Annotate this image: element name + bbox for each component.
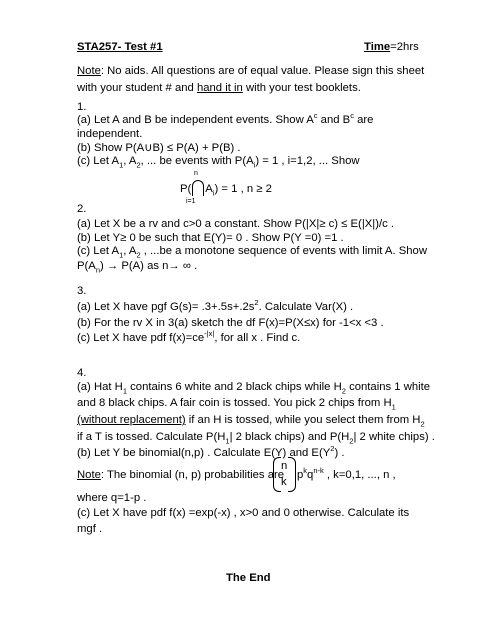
q2-number: 2. xyxy=(77,203,87,215)
q4-c-line-2: mgf . xyxy=(77,523,103,535)
the-end: The End xyxy=(226,572,271,584)
q4-note: Note: The binomial (n, p) probabilities are xyxy=(77,469,285,481)
q1-a-line-2: independent. xyxy=(77,128,143,140)
q1-number: 1. xyxy=(77,101,87,113)
right-paren-icon xyxy=(288,457,296,492)
q3-b: (b) For the rv X in 3(a) sketch the df F(x)=P(X≤x) for -1<x <3 . xyxy=(77,317,384,329)
q4-c-line-1: (c) Let X have pdf f(x) =exp(-x) , x>0 and 0 otherwise. Calculate its xyxy=(77,507,410,519)
intersection-icon xyxy=(192,180,204,196)
q3-c: (c) Let X have pdf $f(x)=ce^{-|x|}$, for all x . Find c. xyxy=(77,329,301,344)
q4-number: 4. xyxy=(77,367,87,379)
q3-a: (a) Let X have pgf $G(s)= .3+.5s+.2s^2$. Calculate Var(X) . xyxy=(77,298,354,313)
note-line-2: with your student # and hand it in with your test booklets. xyxy=(77,82,361,94)
q4-where: where q=1-p . xyxy=(77,492,147,504)
q1-formula-upper-limit: n xyxy=(194,170,198,177)
q4-a-line-1: (a) Hat $H_1$ contains 6 white and 2 black chips while $H_2$ contains 1 white xyxy=(77,381,431,396)
q4-a-line-4: if a T is tossed. Calculate $P(H_1|$ 2 black chips) and $P(H_2|$ 2 white chips) . xyxy=(77,431,435,446)
q1-a-line-1: (a) Let A and B be independent events. Show $A^c$ and $B^c$ are xyxy=(77,111,374,126)
q1-formula-lower-limit: i=1 xyxy=(186,198,196,205)
q2-b: (b) Let Y≥ 0 be such that E(Y)= 0 . Show P(Y =0) =1 . xyxy=(77,232,344,244)
note-line-1: Note: No aids. All questions are of equal value. Please sign this sheet xyxy=(77,65,425,77)
binom-k: k xyxy=(281,476,287,488)
q1-b: (b) Show P(A∪B) ≤ P(A) + P(B) . xyxy=(77,142,241,154)
course-title: STA257- Test #1 xyxy=(77,41,163,53)
q4-a-line-2: and 8 black chips. A fair coin is tossed. You pick 2 chips from $H_1$ xyxy=(77,397,396,412)
time-info: Time=2hrs xyxy=(364,41,419,53)
q2-a: (a) Let X be a rv and c>0 a constant. Show P(|X|≥ c) ≤ E(|X|)/c . xyxy=(77,218,395,230)
q4-binomial-expression: $p^kq^{n-k}$ , k=0,1, ..., n , xyxy=(297,466,396,481)
q2-c-line-1: (c) Let $A_1$, $A_2$ , ...be a monotone sequence of events with limit A. Show xyxy=(77,245,427,260)
binom-n: n xyxy=(281,460,288,472)
q2-c-line-2: $P(A_n) \to P(A)$ as n→ ∞ . xyxy=(77,260,198,275)
q1-c: (c) Let $A_1$, $A_2$, ... be events with $P(A_i) = 1$ , i=1,2, ... Show xyxy=(77,155,360,170)
q4-a-line-3: (without replacement) if an H is tossed, while you select them from $H_2$ xyxy=(77,414,425,429)
q4-b: (b) Let Y be binomial(n,p) . Calculate E(Y) and $E(Y^2)$ . xyxy=(77,444,345,459)
q3-number: 3. xyxy=(77,285,87,297)
q1-formula: P( $A_i) = 1$ , n ≥ 2 xyxy=(180,180,272,196)
